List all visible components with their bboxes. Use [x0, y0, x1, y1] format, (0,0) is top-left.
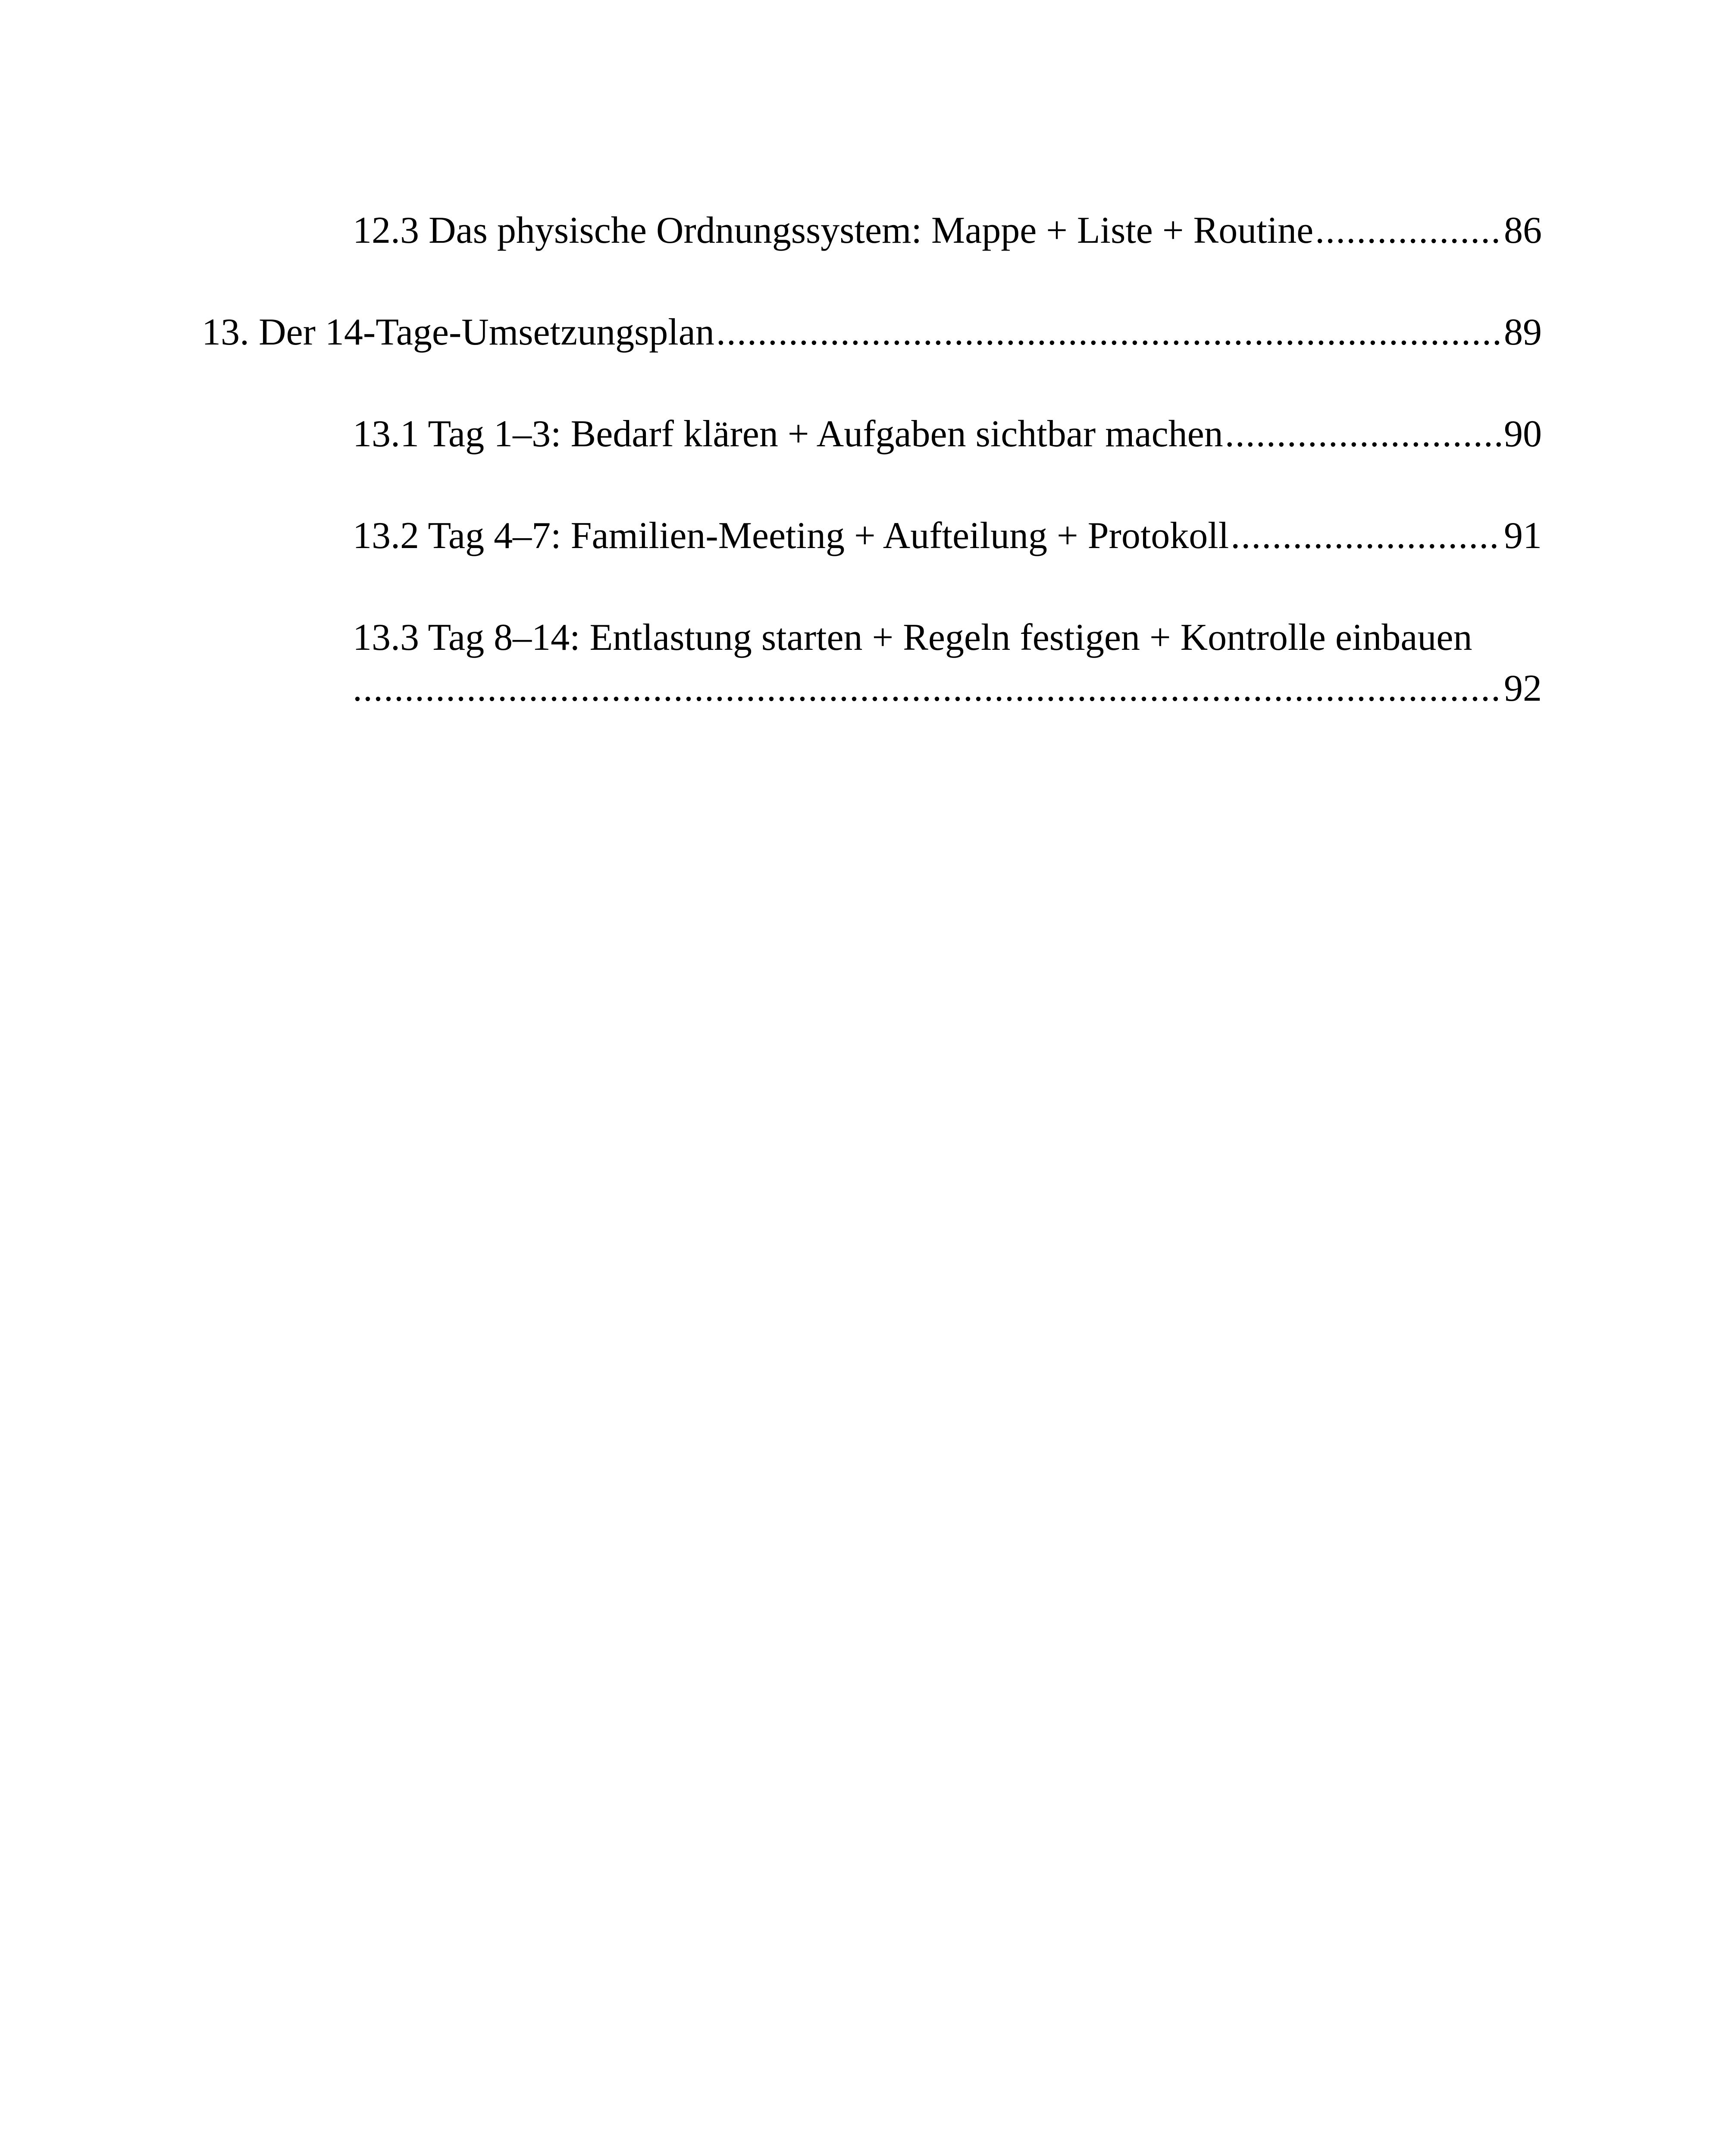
- toc-dot-leader: [716, 307, 1502, 358]
- toc-dot-leader: [1315, 205, 1502, 256]
- toc-entry-13-2[interactable]: [353, 511, 1542, 561]
- toc-page-number: 91: [1504, 515, 1542, 557]
- toc-entry-12-3[interactable]: [353, 205, 1542, 256]
- toc-entry-title: 13. Der 14-Tage-Umsetzungsplan: [202, 311, 714, 353]
- toc-entry-13[interactable]: [202, 307, 1542, 358]
- toc-entry-13-1[interactable]: [353, 409, 1542, 460]
- toc-page-number: 92: [1504, 667, 1542, 709]
- toc-entry-title: 12.3 Das physische Ordnungssystem: Mappe + Liste + Routine: [353, 210, 1314, 251]
- toc-page-number: 90: [1504, 413, 1542, 455]
- toc-entry-13-3[interactable]: [353, 612, 1542, 714]
- toc-page-number: 86: [1504, 210, 1542, 251]
- toc-entry-title: 13.1 Tag 1–3: Bedarf klären + Aufgaben sichtbar machen: [353, 413, 1223, 455]
- toc-dot-leader: [353, 663, 1502, 714]
- toc-dot-leader: [1225, 409, 1502, 460]
- toc-entry-title: 13.2 Tag 4–7: Familien-Meeting + Aufteilung + Protokoll: [353, 515, 1229, 557]
- toc-leader-line: [353, 663, 1542, 714]
- toc-page-number: 89: [1504, 311, 1542, 353]
- toc-entry-title: 13.3 Tag 8–14: Entlastung starten + Regeln festigen + Kontrolle einbauen: [353, 617, 1472, 658]
- toc-dot-leader: [1231, 511, 1502, 561]
